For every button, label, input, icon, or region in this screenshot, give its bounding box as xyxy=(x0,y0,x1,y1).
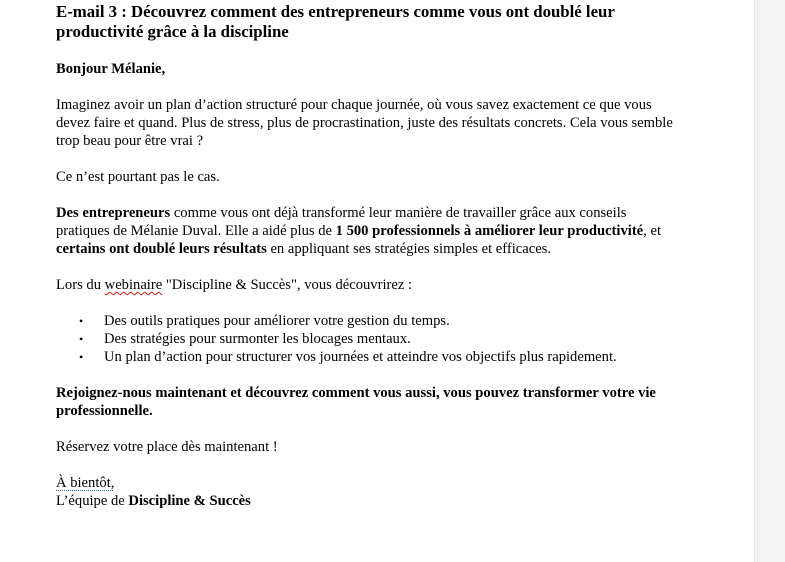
proof-text-1: comme vous ont déjà transformé leur manière de travailler grâce aux conseils pratiques de Mélanie Duval. Elle a aidé plus de xyxy=(56,205,627,239)
list-item-text: Un plan d’action pour structurer vos journées et atteindre vos objectifs plus rapidement. xyxy=(104,349,617,365)
proof-text-3: en appliquant ses stratégies simples et efficaces. xyxy=(266,241,552,257)
webinar-text-after: "Discipline & Succès", vous découvrirez : xyxy=(162,277,413,293)
short-paragraph: Ce n’est pourtant pas le cas. xyxy=(56,169,220,185)
email-body xyxy=(56,2,676,510)
call-to-action: Rejoignez-nous maintenant et découvrez comment vous aussi, vous pouvez transformer votre vie professionnelle. xyxy=(56,385,656,419)
list-item-text: Des stratégies pour surmonter les blocages mentaux. xyxy=(104,331,411,347)
intro-paragraph: Imaginez avoir un plan d’action structuré pour chaque journée, où vous savez exactement ce que vous devez faire et quand. Plus de stress, plus de procrastination, juste des résultats concrets. Cela vous semble trop beau pour être vrai ? xyxy=(56,97,673,149)
benefits-list xyxy=(56,312,676,366)
list-item xyxy=(56,348,649,366)
signoff: À bientôt, xyxy=(56,475,115,491)
vertical-scrollbar[interactable] xyxy=(754,0,785,562)
signature xyxy=(56,492,676,510)
bold-entrepreneurs: Des entrepreneurs xyxy=(56,205,171,221)
misspelled-word[interactable]: webinaire xyxy=(104,277,163,293)
signature-prefix: L’équipe de xyxy=(56,493,129,509)
signature-brand: Discipline & Succès xyxy=(128,493,251,509)
bold-professionals: 1 500 professionnels à améliorer leur productivité xyxy=(335,223,644,239)
greeting: Bonjour Mélanie, xyxy=(56,61,166,77)
proof-text-2: , et xyxy=(643,223,662,239)
list-item-text: Des outils pratiques pour améliorer votre gestion du temps. xyxy=(104,313,450,329)
list-item xyxy=(56,330,649,348)
webinar-text-before: Lors du xyxy=(56,277,105,293)
bullet-icon: • xyxy=(79,350,84,364)
bullet-icon: • xyxy=(79,332,84,346)
proof-paragraph xyxy=(56,204,676,258)
list-item xyxy=(56,312,649,330)
bold-results: certains ont doublé leurs résultats xyxy=(56,241,267,257)
webinar-paragraph xyxy=(56,276,676,294)
bullet-icon: • xyxy=(79,314,84,328)
reserve-line: Réservez votre place dès maintenant ! xyxy=(56,439,278,455)
email-title: E-mail 3 : Découvrez comment des entrepreneurs comme vous ont doublé leur productivité grâce à la discipline xyxy=(56,2,615,41)
